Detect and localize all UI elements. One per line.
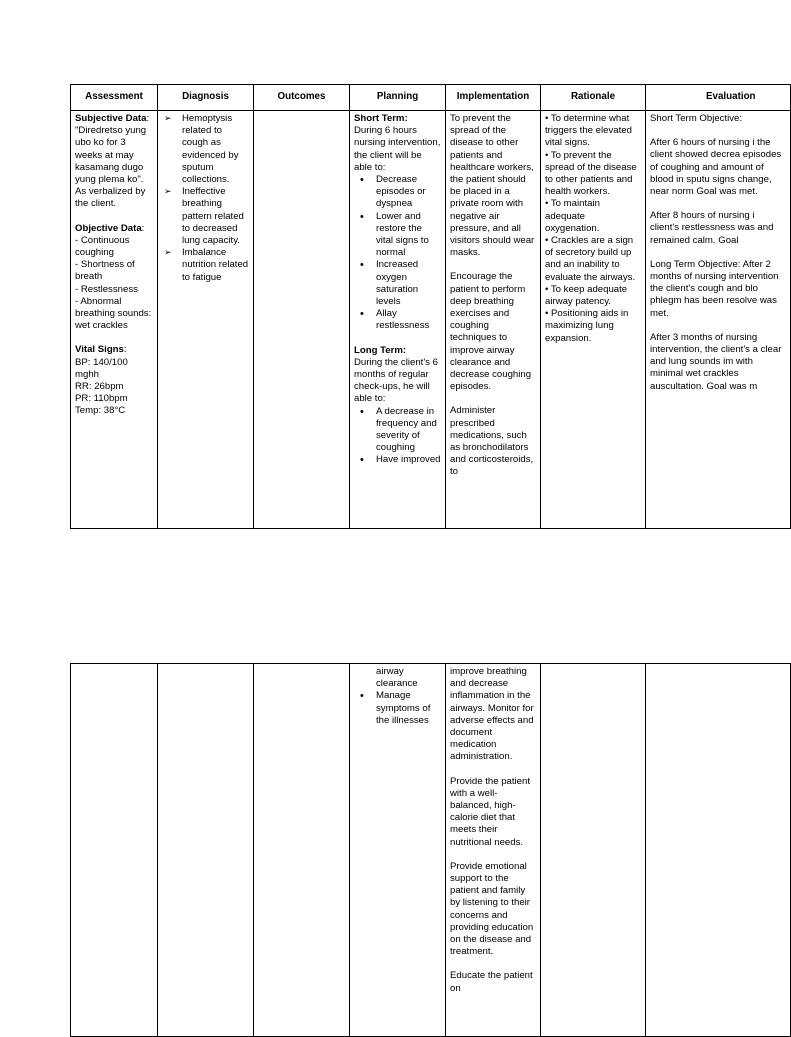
assessment-cell: Subjective Data: "Diredretso yung ubo ko for 3 weeks at may kasamang dugo yung plema ko". As verbalized by the client. Objective Data: - Continuous coughing - Shortness of breath - Restlessness - Abnormal breathing sounds: wet crackles Vital Signs: BP: 140/100 mghh RR: 26bpm PR: 110bpm Temp: 38°C: [71, 111, 158, 529]
rationale-item: • Crackles are a sign of secretory build up and an inability to evaluate the airways.: [545, 235, 636, 283]
rationale-item: • To determine what triggers the elevated vital signs.: [545, 113, 632, 149]
short-term-text: During 6 hours nursing intervention, the client will be able to:: [354, 125, 441, 173]
vital-item: BP: 140/100 mghh: [75, 356, 128, 380]
short-term-item: • Increased oxygen saturation levels: [354, 259, 441, 308]
short-term-item: • Decrease episodes or dyspnea: [354, 174, 441, 211]
implementation-paragraph: Administer prescribed medications, such as bronchodilators and corticosteroids, to: [450, 405, 534, 478]
diagnosis-item: ➢ Imbalance nutrition related to fatigue: [162, 247, 249, 284]
rationale-cell: [541, 111, 646, 529]
diagnosis-item: ➢ Hemoptysis related to cough as evidenced by sputum collections.: [162, 113, 249, 186]
vital-signs-label: Vital Signs: [75, 344, 124, 356]
subjective-label: Subjective Data: [75, 113, 147, 124]
short-term-label: Short Term:: [354, 113, 408, 124]
planning-cell: [350, 111, 446, 529]
diagnosis-cell: [158, 111, 254, 529]
header-outcomes: Outcomes: [254, 85, 350, 111]
header-rationale: Rationale: [541, 85, 646, 111]
long-term-item: • Have improved: [354, 454, 441, 466]
planning-cell: [350, 664, 446, 1037]
long-term-text: During the client's 6 months of regular check-ups, he will able to:: [354, 356, 438, 405]
long-term-item: • A decrease in frequency and severity of coughing: [354, 406, 441, 455]
evaluation-heading: Short Term Objective:: [650, 113, 743, 124]
long-term-label: Long Term:: [354, 344, 407, 356]
planning-item: • Manage symptoms of the illnesses: [354, 690, 441, 727]
short-term-item: • Lower and restore the vital signs to normal: [354, 211, 441, 260]
subjective-text: "Diredretso yung ubo ko for 3 weeks at may kasamang dugo yung plema ko". As verbalized by the client.: [75, 125, 147, 210]
rationale-item: • To keep adequate airway patency.: [545, 283, 628, 308]
implementation-paragraph: Encourage the patient to perform deep breathing exercises and coughing techniques to improve airway clearance and decrease coughing episodes.: [450, 271, 532, 393]
care-plan-table-page-1: [70, 84, 791, 529]
rationale-item: • To maintain adequate oxygenation.: [545, 198, 600, 234]
outcomes-cell: [254, 664, 350, 1037]
implementation-paragraph: Provide emotional support to the patient and family by listening to their concerns and providing education on the disease and treatment.: [450, 860, 534, 958]
objective-item: - Abnormal breathing sounds: wet crackles: [75, 295, 152, 332]
implementation-paragraph: To prevent the spread of the disease to other patients and healthcare workers, the patient should be placed in a private room with negative air pressure, and all visitors should wear masks.: [450, 113, 535, 259]
evaluation-paragraph: After 6 hours of nursing i the client showed decrea episodes of coughing and amount of blood in sputu signs change, near norm Goal was met.: [650, 137, 782, 198]
diagnosis-cell: [158, 664, 254, 1037]
implementation-cell: [446, 111, 541, 529]
rationale-item: • To prevent the spread of the disease to other patients and health workers.: [545, 149, 637, 198]
header-planning: Planning: [350, 85, 446, 111]
implementation-paragraph: improve breathing and decrease inflammation in the airways. Monitor for adverse effects and document medication administration.: [450, 666, 534, 763]
vital-item: PR: 110bpm: [75, 393, 128, 405]
header-assessment: Assessment: [71, 85, 158, 111]
diagnosis-item: ➢ Ineffective breathing pattern related to decreased lung capacity.: [162, 186, 249, 247]
evaluation-paragraph: After 3 months of nursing intervention, the client's a clear and lung sounds im with minimal wet crackles auscultation. Goal was m: [650, 331, 782, 392]
evaluation-cell: [646, 664, 791, 1037]
diagnosis-list: [162, 113, 249, 284]
outcomes-cell: [254, 111, 350, 529]
header-diagnosis: Diagnosis: [158, 85, 254, 111]
body-row-continued: [71, 664, 791, 1037]
objective-item: - Shortness of breath: [75, 259, 135, 283]
rationale-item: • Positioning aids in maximizing lung expansion.: [545, 308, 629, 344]
assessment-cell: [71, 664, 158, 1037]
planning-continued-text: airway clearance: [376, 666, 418, 690]
implementation-paragraph: Provide the patient with a well-balanced, high-calorie diet that meets their nutritional needs.: [450, 775, 531, 848]
evaluation-paragraph: After 8 hours of nursing i client's restlessness was and remained calm. Goal: [650, 210, 774, 246]
care-plan-table-page-2: [70, 663, 791, 1037]
evaluation-cell: [646, 111, 791, 529]
vital-item: RR: 26bpm: [75, 381, 124, 393]
objective-item: - Continuous coughing: [75, 234, 130, 259]
rationale-cell: [541, 664, 646, 1037]
header-evaluation: Evaluation: [646, 85, 791, 111]
objective-item: - Restlessness: [75, 283, 138, 295]
objective-label: Objective Data: [75, 222, 142, 234]
implementation-cell: [446, 664, 541, 1037]
short-term-item: • Allay restlessness: [354, 308, 441, 332]
short-term-list: [354, 174, 441, 333]
vital-item: Temp: 38°C: [75, 405, 126, 417]
header-row: [71, 85, 791, 111]
evaluation-paragraph: Long Term Objective: After 2 months of nursing intervention the client's cough and blo phlegm has been resolve was met.: [650, 258, 779, 319]
long-term-list: [354, 406, 441, 467]
implementation-paragraph: Educate the patient on: [450, 970, 533, 994]
header-implementation: Implementation: [446, 85, 541, 111]
planning-continued-list: [354, 690, 441, 727]
body-row: [71, 111, 791, 529]
